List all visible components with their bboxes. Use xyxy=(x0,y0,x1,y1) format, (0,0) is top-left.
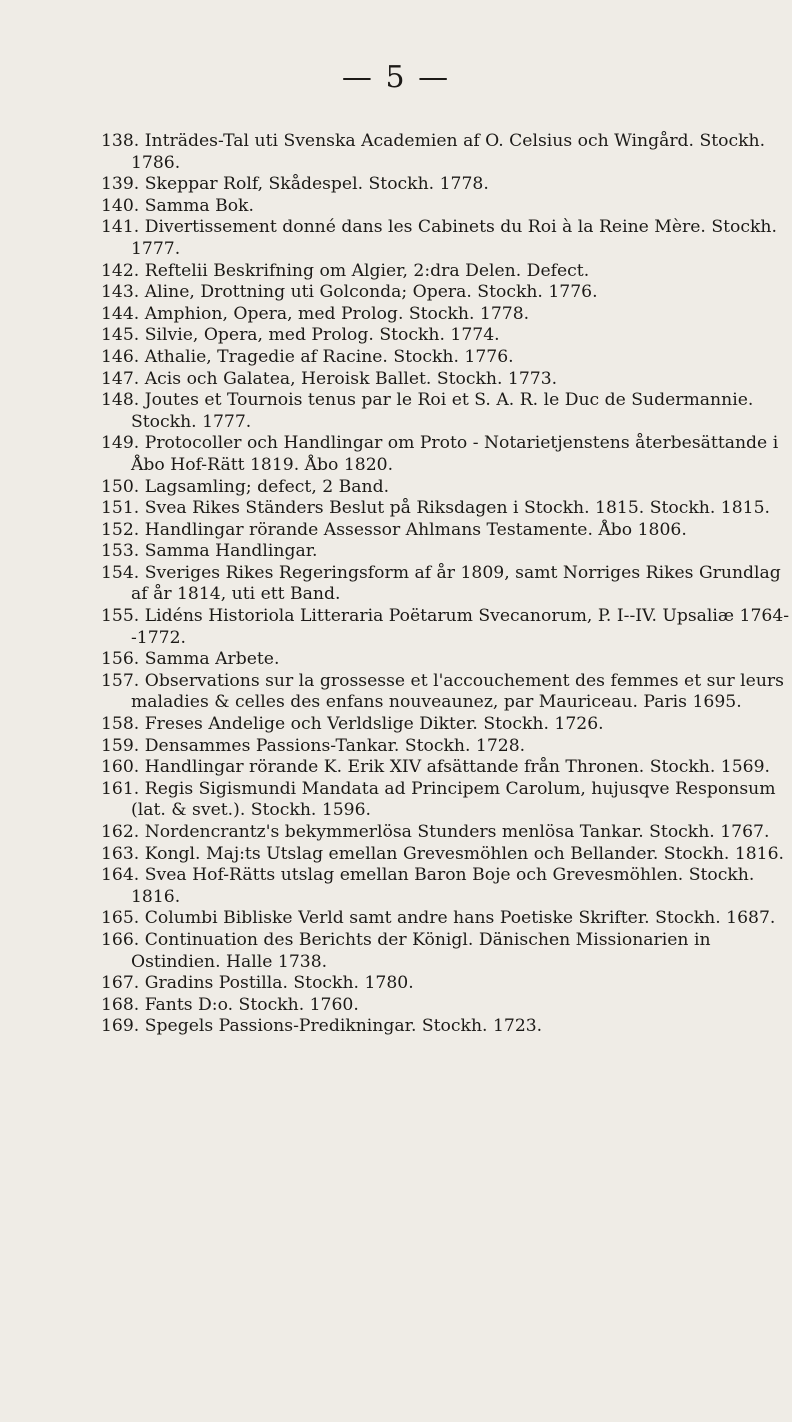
catalog-entry xyxy=(101,217,791,260)
entry-text: Svea Hof-Rätts utslag emellan Baron Boje och Grevesmöhlen. Stockh. 1816. xyxy=(131,865,755,907)
entry-number: 144. xyxy=(101,303,140,324)
entry-number: 138. xyxy=(101,131,140,151)
entry-text: Spegels Passions-Predikningar. Stockh. 1723. xyxy=(144,1016,543,1037)
entry-number: 157. xyxy=(101,670,140,691)
catalog-entry xyxy=(101,779,791,822)
entry-number: 162. xyxy=(101,822,140,842)
catalog-entry xyxy=(101,131,791,174)
entry-text: Protocoller och Handlingar om Proto - Notarietjenstens återbesättande i Åbo Hof-Rätt 1819. Åbo 1820. xyxy=(131,433,779,475)
catalog-entry xyxy=(101,325,791,347)
catalog-entry xyxy=(101,347,791,369)
catalog-entry xyxy=(101,973,791,995)
entry-number: 150. xyxy=(101,476,140,497)
catalog-entry xyxy=(101,1016,791,1038)
catalog-entry xyxy=(101,390,791,433)
entry-text: Gradins Postilla. Stockh. 1780. xyxy=(144,973,414,994)
catalog-entry xyxy=(101,563,791,606)
entry-text: Samma Arbete. xyxy=(144,649,280,670)
catalog-entry xyxy=(101,304,791,326)
entry-text: Inträdes-Tal uti Svenska Academien af O. Celsius och Wingård. Stockh. 1786. xyxy=(131,131,766,173)
entry-text: Observations sur la grossesse et l'accouchement des femmes et sur leurs maladies & celles des enfans nouveaunez, par Mauriceau. Paris 1695. xyxy=(131,670,784,713)
catalog-entry xyxy=(101,498,791,520)
entry-number: 168. xyxy=(101,994,140,1015)
entry-text: Continuation des Berichts der Königl. Dänischen Missionarien in Ostindien. Halle 1738. xyxy=(131,929,711,972)
catalog-entry xyxy=(101,606,791,649)
entry-number: 159. xyxy=(101,735,140,756)
entry-text: Divertissement donné dans les Cabinets du Roi à la Reine Mère. Stockh. 1777. xyxy=(131,217,777,259)
entry-text: Aline, Drottning uti Golconda; Opera. Stockh. 1776. xyxy=(144,282,598,303)
catalog-entry xyxy=(101,541,791,563)
entry-number: 164. xyxy=(101,865,140,886)
catalog-entry xyxy=(101,477,791,499)
entry-text: Samma Bok. xyxy=(144,195,254,216)
entry-number: 145. xyxy=(101,325,140,346)
entry-number: 163. xyxy=(101,843,140,864)
entry-number: 141. xyxy=(101,217,140,238)
catalog-entry xyxy=(101,282,791,304)
catalog-entry xyxy=(101,714,791,736)
entry-text: Lagsamling; defect, 2 Band. xyxy=(144,476,390,497)
entry-number: 146. xyxy=(101,346,140,367)
entry-text: Columbi Bibliske Verld samt andre hans Poetiske Skrifter. Stockh. 1687. xyxy=(144,908,776,929)
entry-number: 166. xyxy=(101,929,140,950)
entry-text: Silvie, Opera, med Prolog. Stockh. 1774. xyxy=(144,325,500,346)
entry-text: Nordencrantz's bekymmerlösa Stunders menlösa Tankar. Stockh. 1767. xyxy=(144,822,770,842)
entry-text: Joutes et Tournois tenus par le Roi et S. A. R. le Duc de Sudermannie. Stockh. 1777. xyxy=(131,390,754,432)
entry-text: Handlingar rörande Assessor Ahlmans Testamente. Åbo 1806. xyxy=(144,519,687,540)
entry-text: Amphion, Opera, med Prolog. Stockh. 1778. xyxy=(144,303,530,324)
entry-text: Reftelii Beskrifning om Algier, 2:dra Delen. Defect. xyxy=(144,260,590,281)
entry-text: Acis och Galatea, Heroisk Ballet. Stockh. 1773. xyxy=(144,368,558,389)
entry-number: 142. xyxy=(101,260,140,281)
entry-text: Lidéns Historiola Litteraria Poëtarum Svecanorum, P. I--IV. Upsaliæ 1764--1772. xyxy=(131,606,790,648)
entry-number: 148. xyxy=(101,390,140,411)
entry-number: 161. xyxy=(101,778,140,799)
entry-text: Handlingar rörande K. Erik XIV afsättande från Thronen. Stockh. 1569. xyxy=(144,757,770,778)
catalog-entry xyxy=(101,174,791,196)
entry-number: 140. xyxy=(101,195,140,216)
catalog-entry xyxy=(101,671,791,714)
catalog-entry xyxy=(101,261,791,283)
catalog-entry xyxy=(101,757,791,779)
catalog-entry xyxy=(101,908,791,930)
entry-text: Samma Handlingar. xyxy=(144,541,318,562)
entry-text: Athalie, Tragedie af Racine. Stockh. 1776. xyxy=(144,346,514,367)
entry-number: 154. xyxy=(101,562,140,583)
catalog-entry xyxy=(101,369,791,391)
catalog-entry xyxy=(101,844,791,866)
entry-number: 153. xyxy=(101,541,140,562)
catalog-entry xyxy=(101,196,791,218)
entry-number: 152. xyxy=(101,519,140,540)
entry-number: 165. xyxy=(101,908,140,929)
entry-number: 143. xyxy=(101,282,140,303)
entry-text: Fants D:o. Stockh. 1760. xyxy=(144,994,359,1015)
entry-number: 169. xyxy=(101,1016,140,1037)
catalog-entry xyxy=(101,995,791,1017)
entry-number: 149. xyxy=(101,433,140,454)
entry-text: Densammes Passions-Tankar. Stockh. 1728. xyxy=(144,735,526,756)
catalog-entry xyxy=(101,520,791,542)
entry-text: Freses Andelige och Verldslige Dikter. Stockh. 1726. xyxy=(144,714,604,735)
catalog-entry xyxy=(101,649,791,671)
entry-number: 139. xyxy=(101,174,140,195)
entry-number: 160. xyxy=(101,757,140,778)
entry-number: 147. xyxy=(101,368,140,389)
entry-text: Kongl. Maj:ts Utslag emellan Grevesmöhlen och Bellander. Stockh. 1816. xyxy=(144,843,785,864)
catalog-entry xyxy=(101,736,791,758)
entry-text: Regis Sigismundi Mandata ad Principem Carolum, hujusqve Responsum (lat. & svet.). Stockh. 1596. xyxy=(131,778,776,821)
entry-number: 151. xyxy=(101,498,140,519)
catalog-entry xyxy=(101,433,791,476)
entry-text: Skeppar Rolf, Skådespel. Stockh. 1778. xyxy=(144,174,489,195)
entry-number: 156. xyxy=(101,649,140,670)
catalog-entry xyxy=(101,822,791,844)
entry-number: 155. xyxy=(101,606,140,627)
catalog-entry xyxy=(101,930,791,973)
entry-number: 158. xyxy=(101,714,140,735)
catalog-entry xyxy=(101,865,791,908)
entry-text: Sveriges Rikes Regeringsform af år 1809, samt Norriges Rikes Grundlag af år 1814, uti ett Band. xyxy=(131,562,781,605)
entry-text: Svea Rikes Ständers Beslut på Riksdagen i Stockh. 1815. Stockh. 1815. xyxy=(144,498,770,519)
entry-number: 167. xyxy=(101,973,140,994)
catalog-entry-list xyxy=(101,131,791,1038)
page-number: — 5 — xyxy=(341,60,451,95)
